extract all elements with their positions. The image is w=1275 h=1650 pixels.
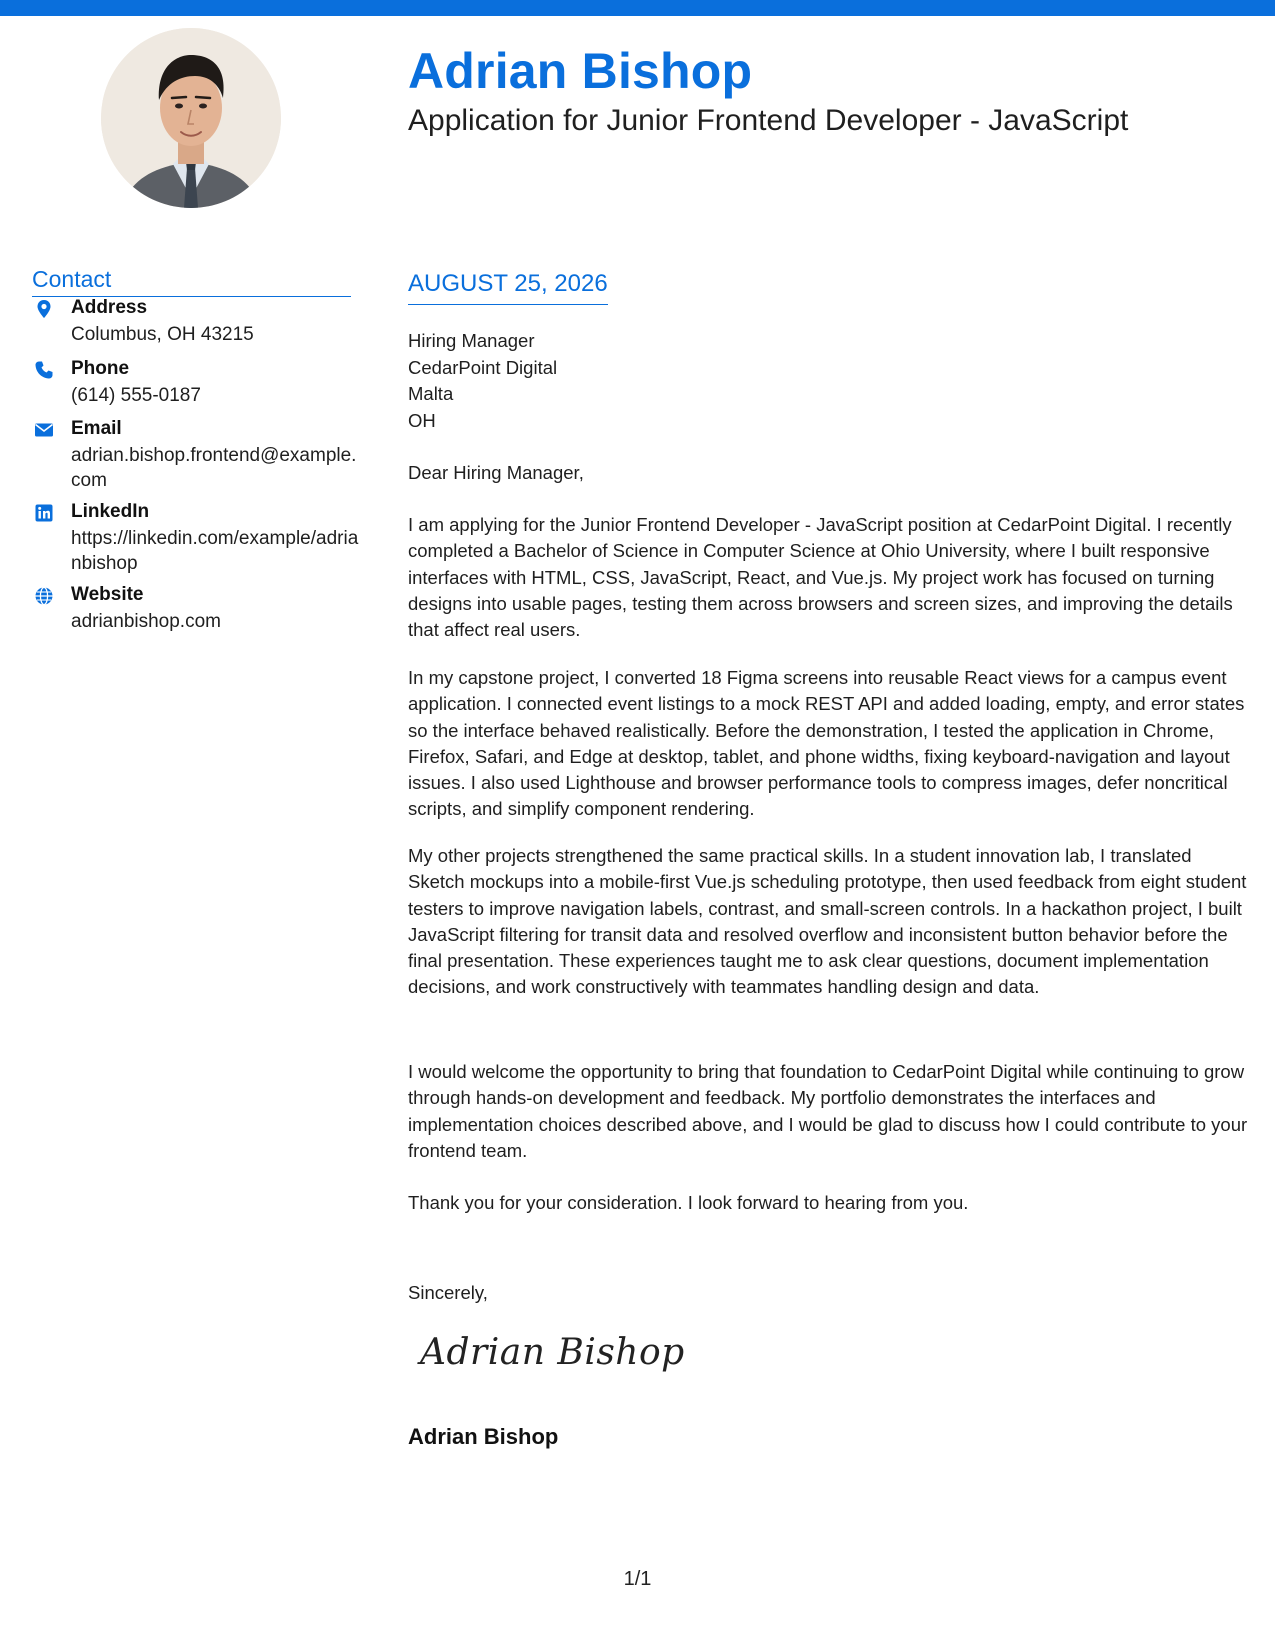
contact-label: LinkedIn [71,501,150,522]
profile-photo [101,28,281,208]
contact-value: (614) 555-0187 [71,385,201,406]
contact-value: Columbus, OH 43215 [71,324,254,345]
letter-paragraph: I am applying for the Junior Frontend Developer - JavaScript position at CedarPoint Digital. I recently completed a Bachelor of Science in Computer Science at Ohio University, where I built responsive interfaces with HTML, CSS, JavaScript, React, and Vue.js. My project work has focused on turning designs into usable pages, testing them across browsers and screen sizes, and improving the details that affect real users. [408,514,1233,641]
letter-date: AUGUST 25, 2026 [408,270,608,305]
contact-value: adrianbishop.com [71,611,221,632]
globe-icon [34,586,54,606]
page-number: 1/1 [623,1568,652,1590]
contact-label: Phone [71,358,130,379]
signer-name: Adrian Bishop [408,1424,559,1449]
letter-paragraph: In my capstone project, I converted 18 Figma screens into reusable React views for a campus event application. I connected event listings to a mock REST API and added loading, empty, and error states so the interface behaved realistically. Before the demonstration, I tested the application in Chrome, Firefox, Safari, and Edge at desktop, tablet, and phone widths, fixing keyboard-navigation and layout issues. I also used Lighthouse and browser performance tools to compress images, defer noncritical scripts, and simplify component rendering. [408,667,1245,820]
contact-heading: Contact [32,266,351,297]
contact-label: Email [71,418,122,439]
contact-label: Website [71,584,144,605]
contact-label: Address [71,297,148,318]
letter-paragraph: I would welcome the opportunity to bring that foundation to CedarPoint Digital while continuing to grow through hands-on development and feedback. My portfolio demonstrates the interfaces and implementation choices described above, and I would be glad to discuss how I could contribute to your frontend team. [408,1061,1248,1161]
recipient-block [408,328,557,434]
salutation: Dear Hiring Manager, [408,462,584,483]
recipient-line: OH [408,409,436,431]
applicant-name: Adrian Bishop [408,43,753,99]
envelope-icon [34,420,54,440]
profile-portrait-image [101,28,281,208]
closing-phrase: Sincerely, [408,1282,488,1303]
map-pin-icon [34,299,54,319]
letter-paragraph: My other projects strengthened the same practical skills. In a student innovation lab, I translated Sketch mockups into a mobile-first Vue.js scheduling prototype, then used feedback from eight student testers to improve navigation labels, contrast, and small-screen controls. In a hackathon project, I built JavaScript filtering for transit data and resolved overflow and inconsistent button behavior before the final presentation. These experiences taught me to ask clear questions, document implementation decisions, and work constructively with teammates handling design and data. [408,845,1247,998]
recipient-line: CedarPoint Digital [408,356,558,378]
phone-icon [34,360,54,380]
linkedin-icon [34,503,54,523]
recipient-line: Hiring Manager [408,330,535,351]
application-subtitle: Application for Junior Frontend Developer - JavaScript [408,104,1129,137]
top-accent-bar [0,0,1275,16]
contact-value: adrian.bishop.frontend@example.com [71,445,357,491]
handwritten-signature: Adrian Bishop [420,1332,685,1373]
recipient-line: Malta [408,383,454,404]
letter-paragraph: Thank you for your consideration. I look forward to hearing from you. [408,1192,969,1213]
contact-value: https://linkedin.com/example/adrianbishop [71,528,359,574]
